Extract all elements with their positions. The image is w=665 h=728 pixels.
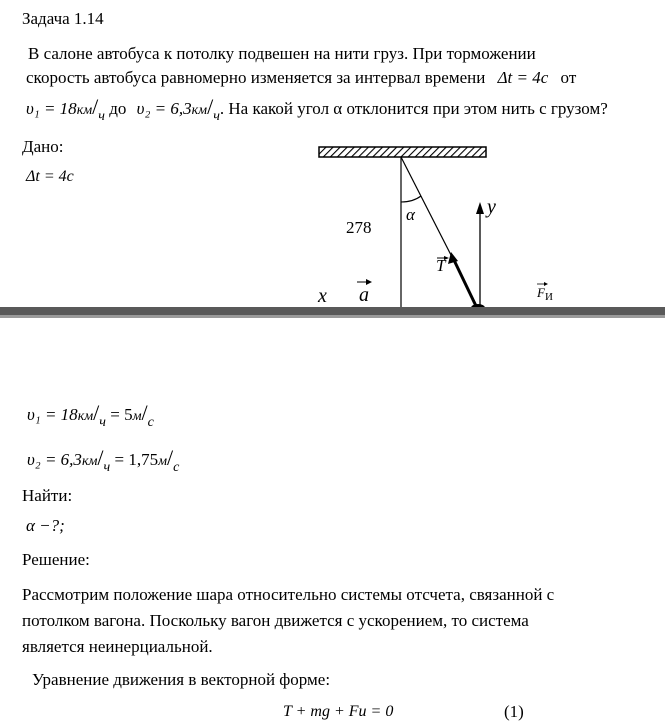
- v2-unit-den: ч: [213, 109, 220, 124]
- given-v2-unit1-den: ч: [103, 460, 111, 475]
- given-dt: Δt = 4c: [26, 168, 74, 185]
- v1-unit: $км/_ч$: [76, 94, 105, 124]
- given-v2-unit1-num: км: [81, 454, 98, 469]
- find-value: α −?;: [26, 516, 65, 535]
- equation-number: (1): [504, 702, 524, 721]
- given-v2-mid: = 1,75: [114, 450, 159, 469]
- given-v1-unit1-den: ч: [99, 415, 106, 430]
- v2-unit: $км/_ч$: [191, 94, 220, 124]
- solution-line-1: Рассмотрим положение шара относительно системы отсчета, связанной с: [22, 585, 555, 604]
- horizontal-band-shadow: [0, 315, 665, 318]
- acceleration-label: a: [359, 284, 369, 306]
- solution-line-2: потолком вагона. Поскольку вагон движется с ускорением, то система: [22, 611, 529, 630]
- inertia-force-sub: И: [544, 291, 553, 303]
- inertia-force-letter: F: [537, 285, 545, 300]
- tension-label: T: [436, 256, 446, 275]
- v1-unit-num: км: [76, 103, 93, 118]
- v2-formula: υ₂ = 6,3: [136, 99, 192, 118]
- ceiling: [319, 147, 486, 157]
- v1-unit-den: ч: [98, 109, 105, 124]
- motion-equation: T + mg + Fи = 0: [283, 703, 394, 720]
- problem-line-2-end: от: [560, 68, 577, 87]
- solution-paragraph-2: Уравнение движения в векторной форме:: [32, 670, 331, 689]
- given-v1: $\upsilon_1 = 18км/_ч = 5м/_с$: [27, 400, 154, 430]
- given-v2: $\upsilon_2 = 6,3км/_ч = 1,75м/_с$: [27, 445, 180, 475]
- solution-line-3: является неинерциальной.: [22, 637, 213, 656]
- problem-line-3: [26, 94, 608, 124]
- given-v1-unit2-den: с: [147, 415, 154, 430]
- given-v2-lhs: υ₂ = 6,3: [27, 450, 82, 469]
- pendulum-diagram: [0, 140, 665, 320]
- problem-line-2-text: скорость автобуса равномерно изменяется за интервал времени: [26, 68, 486, 87]
- mid-word: до: [109, 99, 127, 118]
- given-v1-unit1-num: км: [77, 409, 94, 424]
- solution-label: Решение:: [22, 550, 90, 569]
- x-axis-label: x: [318, 285, 327, 307]
- problem-line-1: В салоне автобуса к потолку подвешен на нити груз. При торможении: [28, 44, 536, 63]
- y-axis-label: y: [487, 196, 496, 218]
- tension-arrow: [453, 258, 476, 306]
- given-label: Дано:: [22, 137, 64, 156]
- dt-formula: Δt = 4c: [497, 68, 549, 87]
- given-v1-lhs: υ₁ = 18: [27, 405, 78, 424]
- given-v1-unit2-num: м: [132, 409, 142, 424]
- angle-arc: [401, 196, 421, 202]
- problem-line-3-end: . На какой угол α отклонится при этом нить с грузом?: [219, 99, 608, 118]
- problem-line-2: [26, 68, 576, 88]
- y-axis-arrowhead: [476, 202, 484, 214]
- inertia-force-label: [537, 285, 553, 303]
- given-v2-unit2-den: с: [173, 460, 180, 475]
- number-label: 278: [346, 218, 372, 237]
- v1-formula: υ₁ = 18: [26, 99, 77, 118]
- alpha-label: α: [406, 205, 415, 224]
- given-v2-unit2-num: м: [158, 454, 168, 469]
- given-v1-mid: = 5: [110, 405, 133, 424]
- find-label: Найти:: [22, 486, 73, 505]
- v2-unit-num: км: [191, 103, 208, 118]
- task-title: Задача 1.14: [22, 9, 104, 28]
